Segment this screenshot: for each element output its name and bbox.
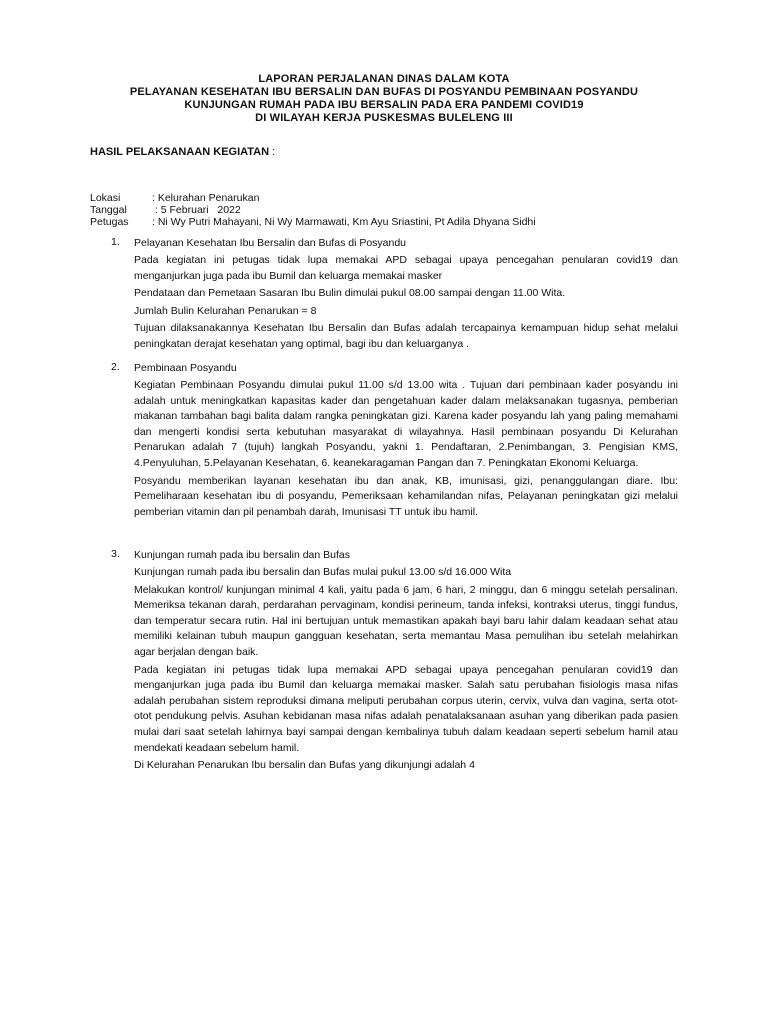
meta-row-date [90,204,690,216]
meta-label: Petugas [90,216,129,228]
meta-row-location [90,192,690,204]
title-line: PELAYANAN KESEHATAN IBU BERSALIN DAN BUFAS DI POSYANDU PEMBINAAN POSYANDU [129,86,639,98]
item-title: Pembinaan Posyandu [134,362,237,374]
paragraph: Di Kelurahan Penarukan Ibu bersalin dan Bufas yang dikunjungi adalah 4 [134,759,475,772]
meta-value: : Kelurahan Penarukan [152,192,260,204]
paragraph: Pada kegiatan ini petugas tidak lupa memakai APD sebagai upaya pencegahan penularan covid19 dan menganjurkan juga pada ibu Bumil dan keluarga memakai masker. Salah satu perubahan fisiologis masa nifas adalah perubahan sistem reproduksi dimana meliputi perubahan corpus uterin, cervix, vulva dan vagina, serta otot-otot pendukung pelvis. Asuhan kebidanan masa nifas adalah penatalaksanaan asuhan yang diberikan pada pasien mulai dari saat setelah lahirnya bayi sampai dengan kembalinya tubuh dalam keadaan seperti sebelum hamil atau mendekati keadaan sebelum hamil. [134,663,678,754]
paragraph: Posyandu memberikan layanan kesehatan ibu dan anak, KB, imunisasi, gizi, penanggulangan diare. Ibu: Pemeliharaan kesehatan ibu di posyandu, Pemeriksaan kehamilandan nifas, Pelayanan peningkatan gizi melalui pemberian vitamin dan pil penambah darah, Imunisasi TT untuk ibu hamil. [134,474,678,518]
section-heading-colon: : [269,146,276,158]
paragraph: Pendataan dan Pemetaan Sasaran Ibu Bulin dimulai pukul 08.00 sampai dengan 11.00 Wita. [134,287,566,300]
meta-label: Lokasi [90,192,121,204]
paragraph: Kegiatan Pembinaan Posyandu dimulai pukul 11.00 s/d 13.00 wita . Tujuan dari pembinaan kader posyandu ini adalah untuk meningkatkan kapasitas kader dan pengetahuan kader dalam melaksanakan tugasnya, pemberian makanan tambahan bagi balita dalam rangka peningkatan gizi. Karena kader posyandu lah yang paling memahami dan mengerti kondisi serta kebutuhan masyarakat di wilayahnya. Hasil pembinaan posyandu Di Kelurahan Penarukan adalah 7 (tujuh) langkah Posyandu, yakni 1. Pendaftaran, 2.Penimbangan, 3. Pengisian KMS, 4.Penyuluhan, 5.Pelayanan Kesehatan, 6. keanekaragaman Pangan dan 7. Peningkatan Ekonomi Keluarga. [134,379,678,469]
item-title: Pelayanan Kesehatan Ibu Bersalin dan Bufas di Posyandu [134,237,407,249]
meta-block [90,192,690,228]
paragraph: Jumlah Bulin Kelurahan Penarukan = 8 [134,304,317,317]
item-number: 2. [111,361,120,373]
meta-value: : 5 Februari 2022 [152,204,241,216]
report-title [60,73,708,125]
item-number: 3. [111,548,120,560]
paragraph: Tujuan dilaksanakannya Kesehatan Ibu Bersalin dan Bufas adalah tercapainya kemampuan hidup sehat melalui peningkatan derajat kesehatan yang optimal, bagi ibu dan keluarganya . [134,322,678,350]
item-body [134,236,678,355]
paragraph: Pada kegiatan ini petugas tidak lupa memakai APD sebagai upaya pencegahan penularan covid19 dan menganjurkan juga pada ibu Bumil dan keluarga memakai masker [134,254,678,282]
meta-value: : Ni Wy Putri Mahayani, Ni Wy Marmawati, Km Ayu Sriastini, Pt Adila Dhyana Sidhi [152,216,536,228]
section-heading [90,146,275,158]
meta-label: Tanggal [90,204,127,216]
item-number: 1. [111,236,120,248]
title-line: LAPORAN PERJALANAN DINAS DALAM KOTA [258,73,510,85]
item-body [134,548,678,774]
paragraph: Melakukan kontrol/ kunjungan minimal 4 kali, yaitu pada 6 jam, 6 hari, 2 minggu, dan 6 minggu setelah persalinan. Memeriksa tekanan darah, perdarahan pervaginam, kondisi perineum, tanda infeksi, kontraksi uterus, tinggi fundus, dan temperatur secara rutin. Hal ini bertujuan untuk memastikan apakah bayi baru lahir dalam keadaan sehat atau memiliki kelainan tubuh maupun gangguan kesehatan, serta memantau Masa pemulihan ibu setelah melahirkan agar berjalan dengan baik. [134,583,678,658]
title-line: DI WILAYAH KERJA PUSKESMAS BULELENG III [255,112,513,124]
item-title: Kunjungan rumah pada ibu bersalin dan Bufas [134,549,350,561]
meta-row-officers [90,216,690,228]
paragraph: Kunjungan rumah pada ibu bersalin dan Bufas mulai pukul 13.00 s/d 16.000 Wita [134,566,512,578]
item-body [134,361,678,522]
title-line: KUNJUNGAN RUMAH PADA IBU BERSALIN PADA ERA PANDEMI COVID19 [184,99,584,111]
section-heading-text: HASIL PELAKSANAAN KEGIATAN [90,146,270,158]
